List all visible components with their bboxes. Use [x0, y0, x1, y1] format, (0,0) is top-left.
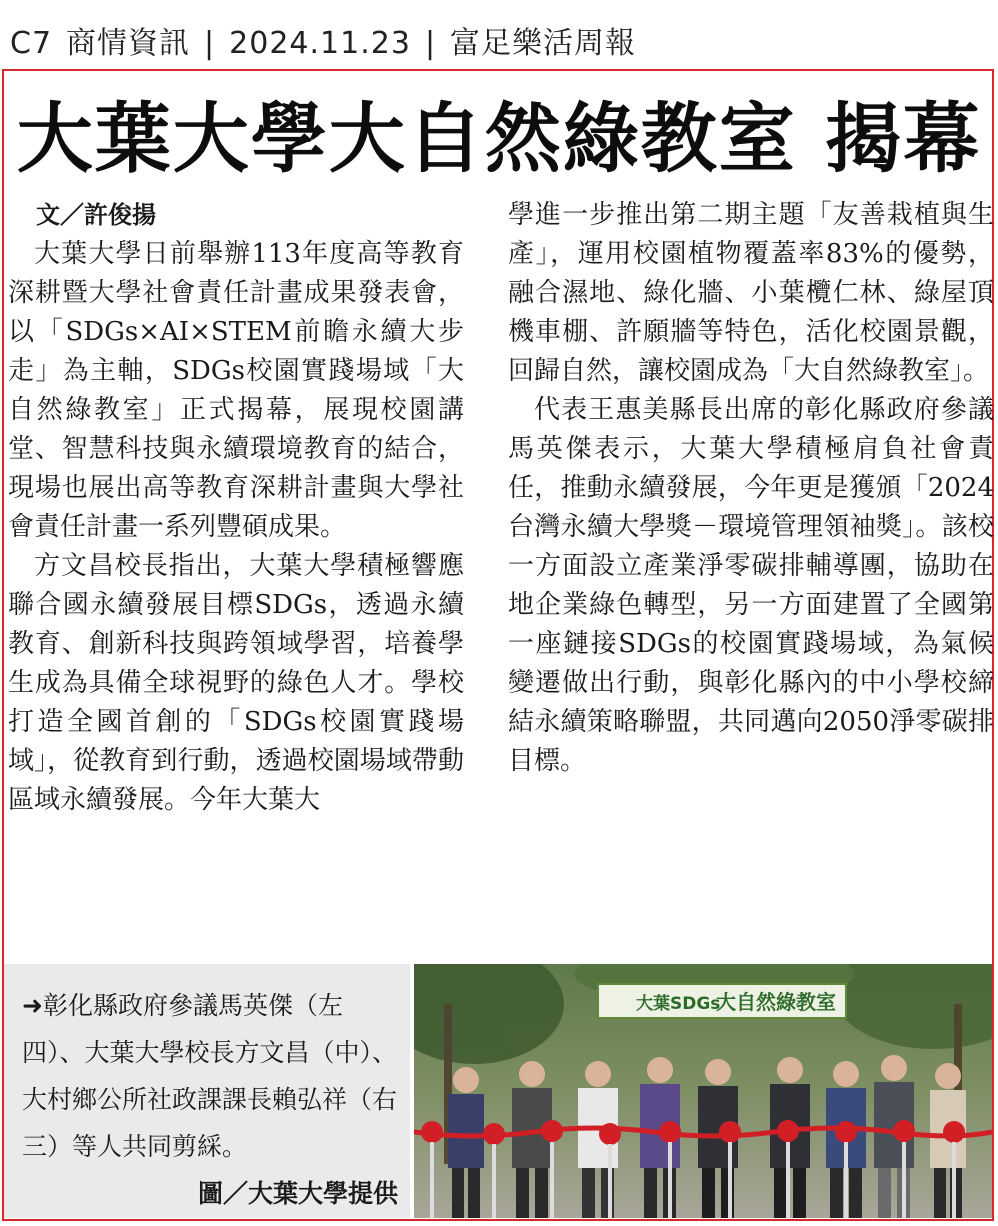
photo-credit: 圖／大葉大學提供 — [197, 1179, 398, 1208]
issue-date: 2024.11.23 — [229, 26, 411, 61]
newspaper-name: 富足樂活周報 — [450, 26, 637, 61]
photo-caption — [22, 982, 398, 1217]
paragraph: 大葉大學日前舉辦113年度高等教育深耕暨大學社會責任計畫成果發表會，以「SDGs×AI×STEM前瞻永續大步走」為主軸，SDGs校園實踐場域「大自然綠教室」正式揭幕，展現校園講堂、智慧科技與永續環境教育的結合，現場也展出高等教育深耕計畫與大學社會責任計畫一系列豐碩成果。 — [8, 239, 464, 542]
photo-caption-box — [4, 964, 410, 1218]
masthead-separator: | — [424, 26, 437, 61]
page-number: C7 — [10, 26, 53, 61]
section-name: 商情資訊 — [66, 26, 191, 61]
article-column-left — [8, 196, 464, 820]
ribbon-cutting-photo — [414, 964, 992, 1218]
event-sign-prefix: 大葉SDGs — [636, 994, 721, 1014]
article-headline: 大葉大學大自然綠教室 揭幕 — [16, 94, 982, 183]
photo-illustration — [414, 964, 992, 1218]
caption-text: ➜彰化縣政府參議馬英傑（左四）、大葉大學校長方文昌（中）、大村鄉公所社政課課長賴弘祥（右三）等人共同剪綵。 — [22, 991, 398, 1161]
paragraph: 學進一步推出第二期主題「友善栽植與生產」，運用校園植物覆蓋率83%的優勢，融合濕地、綠化牆、小葉欖仁林、綠屋頂機車棚、許願牆等特色，活化校園景觀，回歸自然，讓校園成為「大自然綠教室」。 — [508, 200, 994, 386]
byline: 文／許俊揚 — [36, 201, 156, 229]
paragraph: 方文昌校長指出，大葉大學積極響應聯合國永續發展目標SDGs，透過永續教育、創新科技與跨領域學習，培養學生成為具備全球視野的綠色人才。學校打造全國首創的「SDGs校園實踐場域」，從教育到行動，透過校園場域帶動區域永續發展。今年大葉大 — [8, 551, 464, 815]
paragraph: 代表王惠美縣長出席的彰化縣政府參議馬英傑表示，大葉大學積極肩負社會責任，推動永續發展，今年更是獲頒「2024台灣永續大學獎－環境管理領袖獎」。該校一方面設立產業淨零碳排輔導團，協助在地企業綠色轉型，另一方面建置了全國第一座鏈接SDGs的校園實踐場域，為氣候變遷做出行動，與彰化縣內的中小學校締結永續策略聯盟，共同邁向2050淨零碳排目標。 — [508, 395, 994, 776]
masthead-separator: | — [204, 26, 216, 61]
masthead — [10, 18, 650, 61]
event-sign-title: 大自然綠教室 — [716, 990, 836, 1014]
article-column-right — [508, 196, 994, 781]
